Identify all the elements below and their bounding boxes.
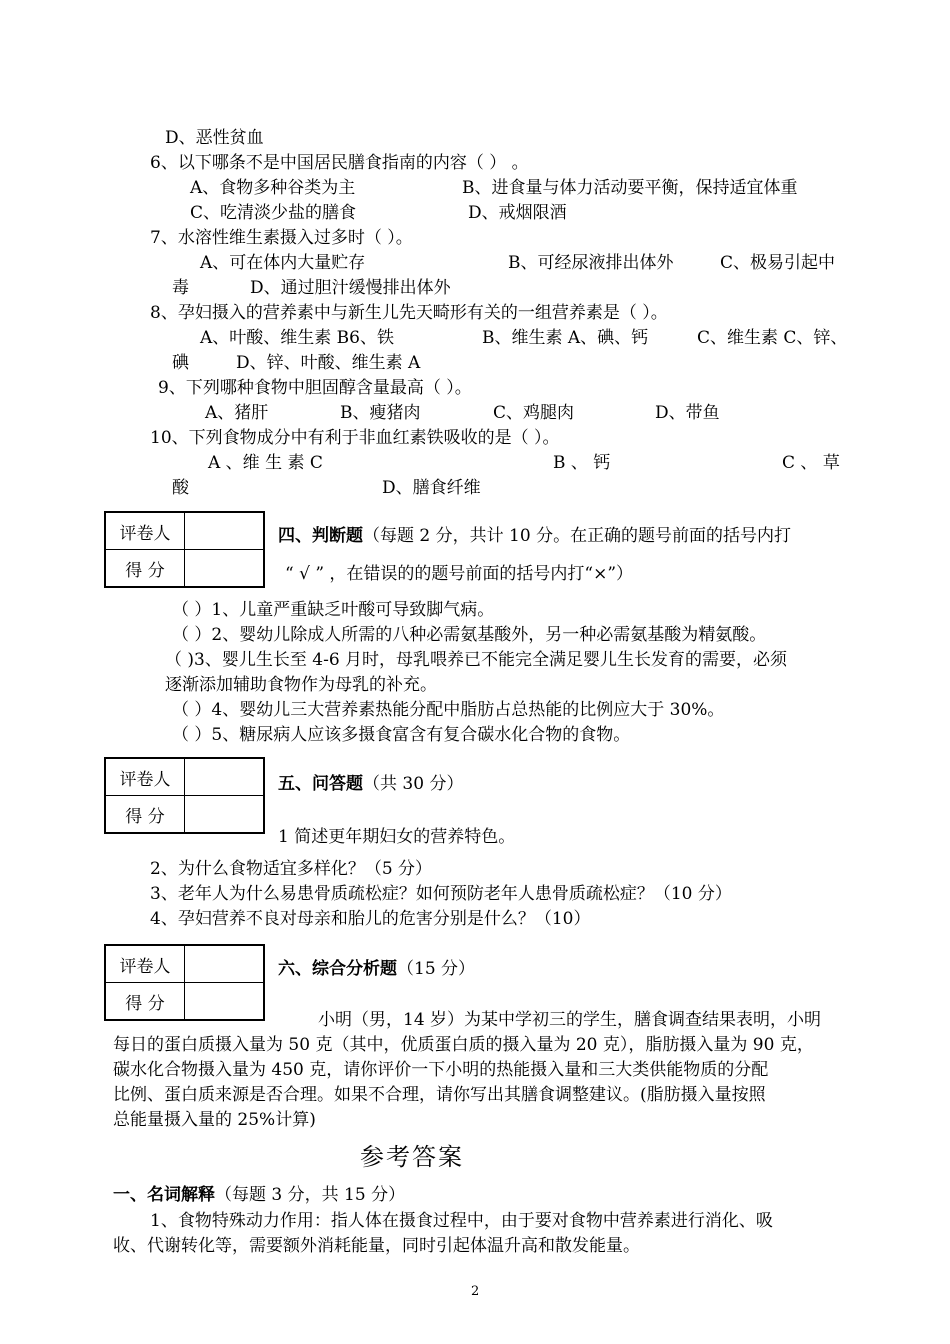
q9-option-b: B、瘦猪肉 [340,403,421,423]
section6-heading: 六、综合分析题 [278,959,397,979]
q8-option-b: B、维生素 A、碘、钙 [482,328,649,348]
q6-stem: 6、以下哪条不是中国居民膳食指南的内容（ ） 。 [150,153,529,173]
grader-field[interactable] [185,759,264,796]
q6-option-a: A、食物多种谷类为主 [190,178,356,198]
q5-option-d: D、恶性贫血 [165,128,264,148]
q7-stem: 7、水溶性维生素摄入过多时（ ）。 [150,228,413,248]
q7-option-c: C、极易引起中 [720,253,836,273]
q10-option-c: C 、 草 [782,453,840,473]
q10-option-a: A 、维 生 素 C [208,453,323,473]
analysis-para-line-1: 小明（男，14 岁）为某中学初三的学生，膳食调查结果表明，小明 [318,1010,822,1030]
grader-label: 评卷人 [106,946,185,983]
q8-option-c: C、维生素 C、锌、 [697,328,848,348]
score-box-section5 [104,757,265,834]
q8-option-a: A、叶酸、维生素 B6、铁 [200,328,394,348]
section6-desc: （15 分） [397,959,476,979]
section4-desc: （每题 2 分，共计 10 分。在正确的题号前面的括号内打 [363,526,792,546]
q7-option-d: D、通过胆汁缓慢排出体外 [250,278,451,298]
q10-stem: 10、下列食物成分中有利于非血红素铁吸收的是（ ）。 [150,428,560,448]
q6-option-c: C、吃清淡少盐的膳食 [190,203,357,223]
q6-option-d: D、戒烟限酒 [468,203,567,223]
analysis-para-line-3: 碳水化合物摄入量为 450 克，请你评价一下小明的热能摄入量和三大类供能物质的分配 [113,1060,769,1080]
section5-header [278,772,463,796]
qa-item-3: 3、老年人为什么易患骨质疏松症？如何预防老年人患骨质疏松症？（10 分） [150,884,732,904]
answers-section1-desc: （每题 3 分，共 15 分） [215,1185,406,1205]
qa-item-2: 2、为什么食物适宜多样化？（5 分） [150,859,433,879]
score-label: 得 分 [106,983,185,1020]
section4-header [278,524,791,548]
score-field[interactable] [185,550,264,587]
judge-item-3: （ )3、婴儿生长至 4-6 月时，母乳喂养已不能完全满足婴儿生长发育的需要，必须 [165,650,788,670]
page-number: 2 [471,1284,480,1299]
q8-option-c-cont: 碘 [172,353,189,373]
q8-stem: 8、孕妇摄入的营养素中与新生儿先天畸形有关的一组营养素是（ ）。 [150,303,668,323]
judge-item-4: （ ）4、婴幼儿三大营养素热能分配中脂肪占总热能的比例应大于 30%。 [172,700,725,720]
q9-option-a: A、猪肝 [205,403,269,423]
section4-desc-cont: “ √ ” ，在错误的的题号前面的括号内打“×”） [285,564,634,584]
score-field[interactable] [185,796,264,833]
answers-title: 参考答案 [360,1143,464,1171]
grader-label: 评卷人 [106,513,185,550]
judge-item-3-cont: 逐渐添加辅助食物作为母乳的补充。 [165,675,437,695]
q9-stem: 9、下列哪种食物中胆固醇含量最高（ ）。 [158,378,472,398]
grader-label: 评卷人 [106,759,185,796]
analysis-para-line-2: 每日的蛋白质摄入量为 50 克（其中，优质蛋白质的摄入量为 20 克），脂肪摄入量为 90 克， [113,1035,814,1055]
score-field[interactable] [185,983,264,1020]
answers-section1-header [113,1183,405,1207]
analysis-para-line-5: 总能量摄入量的 25%计算) [113,1110,316,1130]
q8-option-d: D、锌、叶酸、维生素 A [236,353,421,373]
judge-item-1: （ ）1、儿童严重缺乏叶酸可导致脚气病。 [172,600,495,620]
section5-heading: 五、问答题 [278,774,363,794]
answer-1-line-1: 1、食物特殊动力作用：指人体在摄食过程中，由于要对食物中营养素进行消化、吸 [150,1211,773,1231]
qa-item-1: 1 简述更年期妇女的营养特色。 [278,827,516,847]
q10-option-d: D、膳食纤维 [382,478,481,498]
section4-heading: 四、判断题 [278,526,363,546]
q7-option-c-cont: 毒 [172,278,189,298]
analysis-para-line-4: 比例、蛋白质来源是否合理。如果不合理，请你写出其膳食调整建议。(脂肪摄入量按照 [113,1085,766,1105]
section6-header [278,957,475,981]
judge-item-2: （ ）2、婴幼儿除成人所需的八种必需氨基酸外，另一种必需氨基酸为精氨酸。 [172,625,767,645]
q6-option-b: B、进食量与体力活动要平衡，保持适宜体重 [462,178,798,198]
q7-option-b: B、可经尿液排出体外 [508,253,674,273]
section5-desc: （共 30 分） [363,774,464,794]
qa-item-4: 4、孕妇营养不良对母亲和胎儿的危害分别是什么？（10） [150,909,591,929]
score-box-section4 [104,511,265,588]
score-box-section6 [104,944,265,1021]
judge-item-5: （ ）5、糖尿病人应该多摄食富含有复合碳水化合物的食物。 [172,725,631,745]
score-label: 得 分 [106,796,185,833]
grader-field[interactable] [185,946,264,983]
q9-option-c: C、鸡腿肉 [493,403,575,423]
q7-option-a: A、可在体内大量贮存 [200,253,366,273]
answers-section1-heading: 一、名词解释 [113,1185,215,1205]
grader-field[interactable] [185,513,264,550]
q10-option-c-cont: 酸 [172,478,189,498]
q10-option-b: B 、 钙 [553,453,611,473]
score-label: 得 分 [106,550,185,587]
answer-1-line-2: 收、代谢转化等，需要额外消耗能量，同时引起体温升高和散发能量。 [113,1236,640,1256]
q9-option-d: D、带鱼 [655,403,720,423]
